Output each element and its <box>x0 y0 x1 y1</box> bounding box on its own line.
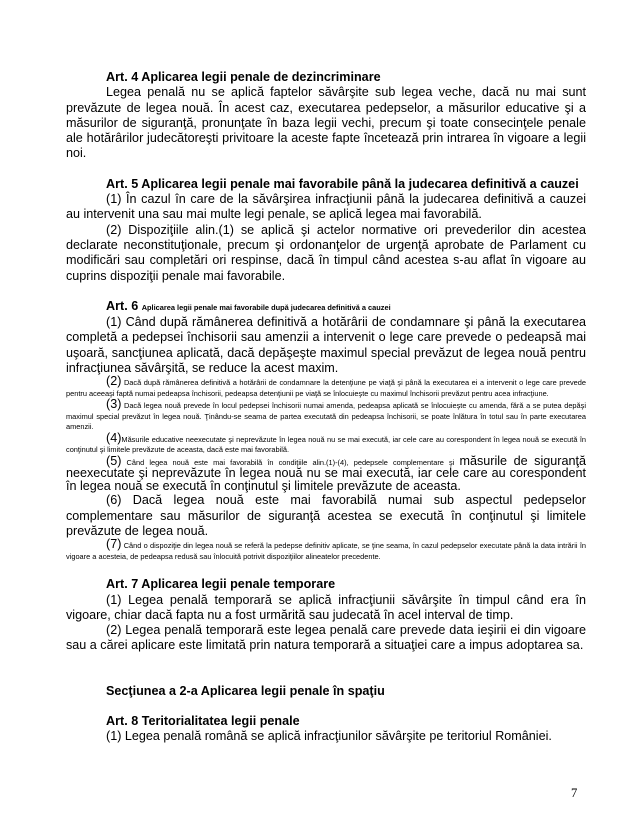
art6-paragraph-7 <box>66 539 586 562</box>
art6-paragraph-5 <box>66 453 586 494</box>
art4-heading: Art. 4 Aplicarea legii penale de dezincriminare <box>106 70 381 84</box>
art5-paragraph-2: (2) Dispoziţiile alin.(1) se aplică şi actelor normative ori prevederilor din acestea declarate neconstituţionale, precum şi ordonanţelor de urgenţă aprobate de Parlament cu modificări sau completări ori respinse, dacă în timpul când acestea s-au aflat în vigoare au cuprins dispoziţii penale mai favorabile. <box>66 222 586 283</box>
paragraph-number: (4) <box>106 430 122 445</box>
art6-heading <box>66 299 586 315</box>
spacer <box>66 654 586 684</box>
spacer <box>66 699 586 714</box>
art6-paragraph-3 <box>66 399 586 433</box>
paragraph-number: (3) <box>106 397 122 412</box>
section-2-heading: Secţiunea a 2-a Aplicarea legii penale în spaţiu <box>106 683 385 698</box>
paragraph-text-large: măsurile de siguranţă neexecutate şi neprevăzute în legea nouă nu se mai execută, iar cele care au corespondent în legea nouă se execută în conţinutul şi limitele prevăzute de aceasta. <box>66 453 586 493</box>
paragraph-text: Când o dispoziţie din legea nouă se referă la pedepse definitiv aplicate, se ţine seama, în cazul pedepselor executate până la data intrării în vigoare a acesteia, de pedeapsa redusă sau înlocuită potrivit dispoziţiilor alineatelor precedente. <box>66 541 586 561</box>
art5-heading: Art. 5 Aplicarea legii penale mai favorabile până la judecarea definitivă a cauzei <box>106 176 579 191</box>
art6-paragraph-2 <box>66 376 586 399</box>
art6-paragraph-6: (6) Dacă legea nouă este mai favorabilă numai sub aspectul pedepselor complementare sau măsurilor de siguranţă acestea se execută în conţinutul şi limitele prevăzute de legea nouă. <box>66 493 586 538</box>
spacer <box>66 562 586 577</box>
page-number: 7 <box>571 786 578 800</box>
art6-paragraph-1: (1) Când după rămânerea definitivă a hotărârii de condamnare şi până la executarea completă a pedepsei închisorii sau amenzii a intervenit o lege care prevede o pedeapsă mai uşoară, sancţiunea aplicată, dacă depăşeşte maximul special prevăzut de legea nouă pentru infracţiunea săvârşită, se reduce la acest maxim. <box>66 315 586 376</box>
paragraph-text-small: Când legea nouă este mai favorabilă în condiţiile alin.(1)-(4), pedepsele complementare şi <box>126 457 455 467</box>
paragraph-number: (5) <box>106 453 122 468</box>
paragraph-text: Măsurile educative neexecutate şi neprevăzute în legea nouă nu se mai execută, iar cele care au corespondent în legea nouă se execută în conţinutul şi limitele prevăzute de aceasta, dacă este mai favorabilă. <box>66 434 586 455</box>
art6-heading-text: Aplicarea legii penale mai favorabile după judecarea definitivă a cauzei <box>141 302 391 312</box>
art8-paragraph-1: (1) Legea penală română se aplică infracţiunilor săvârşite pe teritoriul României. <box>106 729 552 744</box>
art6-paragraph-4 <box>66 430 586 456</box>
spacer <box>66 162 586 177</box>
art7-heading: Art. 7 Aplicarea legii penale temporare <box>106 577 336 592</box>
paragraph-number: (2) <box>106 374 122 389</box>
paragraph-text: Dacă după rămânerea definitivă a hotărârii de condamnare la detenţiune pe viaţă şi până la executarea ei a intervenit o lege care prevede pentru aceeaşi faptă numai pedeapsa închisorii, pedeapsa detenţiunii pe viaţă se înlocuieşte cu maximul închisorii prevăzut pentru acea infracţiune. <box>66 378 586 398</box>
document-page <box>66 70 586 745</box>
art4-text: Legea penală nu se aplică faptelor săvârşite sub legea veche, dacă nu mai sunt prevăzute de legea nouă. În acest caz, executarea pedepselor, a măsurilor educative şi a măsurilor de siguranţă, pronunţate în baza legii vechi, precum şi toate consecinţele penale ale hotărârilor judecătoreşti privitoare la aceste fapte încetează prin intrarea în vigoare a legii noi. <box>66 85 586 161</box>
art6-heading-number: Art. 6 <box>106 298 139 313</box>
spacer <box>66 284 586 299</box>
paragraph-number: (7) <box>106 537 122 552</box>
art7-paragraph-1: (1) Legea penală temporară se aplică infracţiunii săvârşite în timpul când era în vigoare, chiar dacă fapta nu a fost urmărită sau judecată în acel interval de timp. <box>66 592 586 622</box>
paragraph-text: Dacă legea nouă prevede în locul pedepsei închisorii numai amenda, pedeapsa aplicată se înlocuieşte cu amenda, fără a se putea depăşi maximul special prevăzut în legea nouă. Ţinându-se seama de partea executată din pedeapsa închisorii, se poate înlătura în totul sau în parte executarea amenzii. <box>66 401 586 432</box>
art7-paragraph-2: (2) Legea penală temporară este legea penală care prevede data ieşirii ei din vigoare sau a cărei aplicare este limitată prin natura temporară a situaţiei care a impus adoptarea sa. <box>66 623 586 653</box>
art8-heading: Art. 8 Teritorialitatea legii penale <box>106 714 300 729</box>
art5-paragraph-1: (1) În cazul în care de la săvârşirea infracţiunii până la judecarea definitivă a cauzei au intervenit una sau mai multe legi penale, se aplică legea mai favorabilă. <box>66 192 586 222</box>
